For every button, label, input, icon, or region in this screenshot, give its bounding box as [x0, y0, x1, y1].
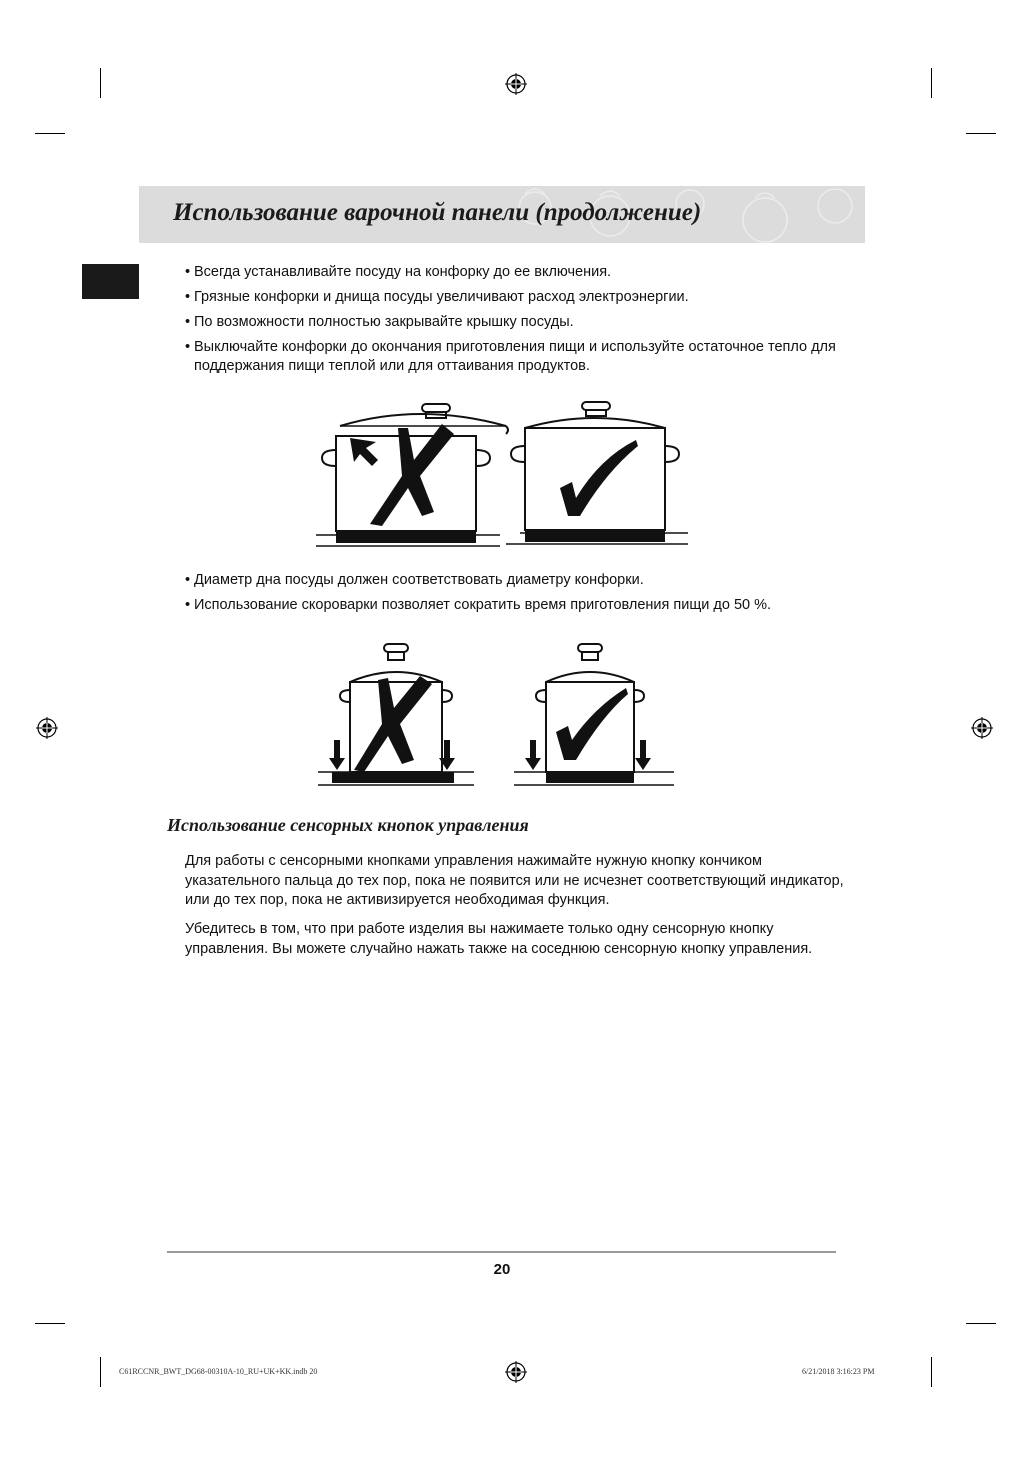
burner-icon: [332, 772, 454, 783]
burner-icon: [336, 531, 476, 543]
cross-mark-icon: [354, 676, 432, 772]
cross-mark-icon: [370, 424, 454, 526]
crop-mark: [100, 1357, 101, 1387]
arrow-down-icon: [329, 740, 345, 770]
tips-list: [185, 263, 845, 382]
burner-icon: [546, 772, 634, 783]
list-item: • Всегда устанавливайте посуду на конфорку до ее включения.: [185, 263, 845, 282]
list-item: • Грязные конфорки и днища посуды увеличивают расход электроэнергии.: [185, 288, 845, 307]
arrow-icon: [350, 438, 378, 466]
page-title: Использование варочной панели (продолжение): [173, 199, 702, 226]
section-tab-marker: [82, 264, 139, 299]
lid-illustration: [310, 398, 695, 548]
registration-mark-icon: [505, 1361, 527, 1383]
paragraph: Для работы с сенсорными кнопками управления нажимайте нужную кнопку кончиком указательного пальца до тех пор, пока не появится или не исчезнет соответствующий индикатор, или до тех пор, пока не активизируется необходимая функция.: [185, 853, 844, 908]
registration-mark-icon: [505, 73, 527, 95]
crop-mark: [966, 1323, 996, 1324]
list-item: • По возможности полностью закрывайте крышку посуды.: [185, 313, 845, 332]
check-mark-icon: [556, 688, 628, 760]
registration-mark-icon: [971, 717, 993, 739]
tips-list: [185, 571, 845, 621]
print-file-slug: C61RCCNR_BWT_DG68-00310A-10_RU+UK+KK.indb 20: [119, 1367, 318, 1376]
footer-rule: [167, 1251, 836, 1253]
list-item: • Диаметр дна посуды должен соответствовать диаметру конфорки.: [185, 571, 845, 590]
burner-size-illustration: [314, 636, 679, 788]
list-item: • Выключайте конфорки до окончания приготовления пищи и используйте остаточное тепло для поддержания пищи теплой или для оттаивания продуктов.: [185, 338, 845, 376]
crop-mark: [35, 1323, 65, 1324]
list-item: • Использование скороварки позволяет сократить время приготовления пищи до 50 %.: [185, 596, 845, 615]
header-banner: [139, 186, 865, 243]
print-timestamp: 6/21/2018 3:16:23 PM: [802, 1367, 875, 1376]
crop-mark: [931, 68, 932, 98]
paragraph: Убедитесь в том, что при работе изделия вы нажимаете только одну сенсорную кнопку управления. Вы можете случайно нажать также на соседнюю сенсорную кнопку управления.: [185, 921, 813, 957]
crop-mark: [100, 68, 101, 98]
crop-mark: [966, 133, 996, 134]
arrow-down-icon: [525, 740, 541, 770]
page-number: 20: [493, 1261, 511, 1278]
crop-mark: [931, 1357, 932, 1387]
section-heading: Использование сенсорных кнопок управления: [167, 815, 529, 835]
burner-icon: [525, 530, 665, 542]
check-mark-icon: [560, 440, 638, 516]
crop-mark: [35, 133, 65, 134]
arrow-down-icon: [635, 740, 651, 770]
registration-mark-icon: [36, 717, 58, 739]
